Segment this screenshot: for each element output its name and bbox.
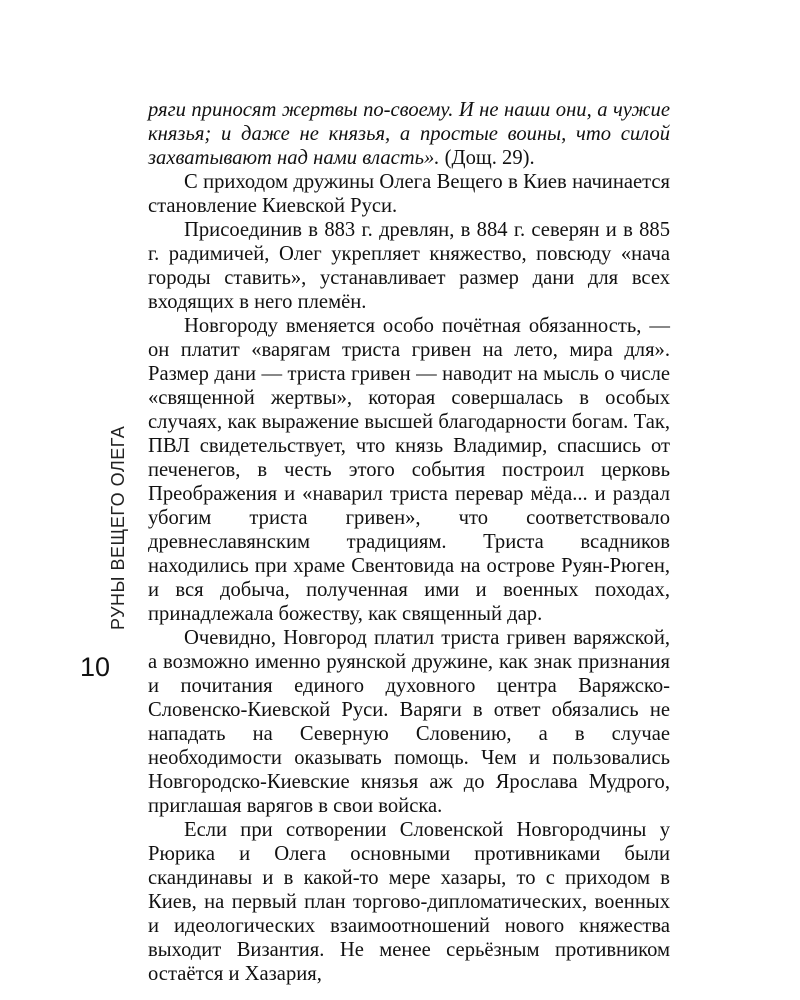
paragraph: Новгороду вменяется особо почётная обязанность, — он платит «варягам триста гривен на лето, мира для». Размер дани — триста гривен — наводит на мысль о числе «священной жертвы», которая совершалась в особых случаях, как выражение высшей благодарности богам. Так, ПВЛ свидетельствует, что князь Владимир, спасшись от печенегов, в честь этого события построил церковь Преображения и «наварил триста перевар мёда... и раздал убогим триста гривен», что соответствовало древнеславянским традициям. Триста всадников находились при храме Свентовида на острове Руян-Рюген, и вся добыча, полученная ими и военных походах, принадлежала божеству, как священный дар. xyxy=(148,315,670,625)
paragraph: Если при сотворении Словенской Новгородчины у Рюрика и Олега основными противниками были скандинавы и в какой-то мере хазары, то с приходом в Киев, на первый план торгово-дипломатических, военных и идеологических взаимоотношений нового княжества выходит Византия. Не менее серьёзным противником остаётся и Хазария, xyxy=(148,819,670,985)
paragraph-quote-continuation xyxy=(148,98,670,170)
paragraph: С приходом дружины Олега Вещего в Киев начинается становление Киевской Руси. xyxy=(148,171,670,217)
italic-quote: ряги приносят жертвы по-своему. И не наши они, а чужие князья; и даже не князья, а простые воины, что силой захватывают над нами власть». xyxy=(148,99,670,169)
paragraph: Присоединив в 883 г. древлян, в 884 г. северян и в 885 г. радимичей, Олег укрепляет княжество, повсюду «нача городы ставить», устанавливает размер дани для всех входящих в него племён. xyxy=(148,219,670,313)
page-number: 10 xyxy=(80,652,111,682)
quote-citation: (Дощ. 29). xyxy=(439,147,535,169)
paragraph: Очевидно, Новгород платил триста гривен варяжской, а возможно именно руянской дружине, как знак признания и почитания единого духовного центра Варяжско-Словенско-Киевской Руси. Варяги в ответ обязались не нападать на Северную Словению, а в случае необходимости оказывать помощь. Чем и пользовались Новгородско-Киевские князья аж до Ярослава Мудрого, приглашая варягов в свои войска. xyxy=(148,627,670,817)
running-head: РУНЫ ВЕЩЕГО ОЛЕГА xyxy=(108,425,128,630)
body-text xyxy=(148,98,670,986)
